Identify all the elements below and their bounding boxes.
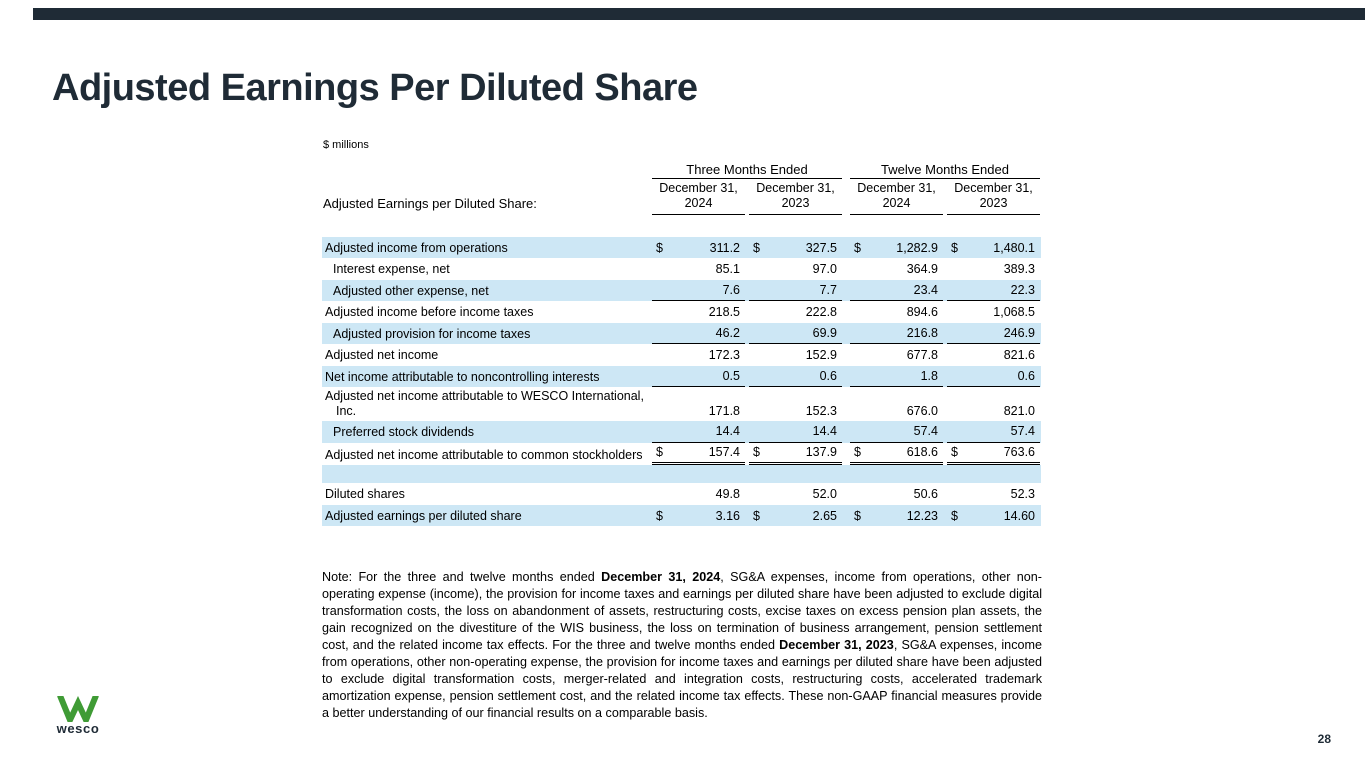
cell-value — [850, 237, 943, 259]
row-label: Net income attributable to noncontrolling interests — [325, 369, 600, 384]
note — [322, 569, 1042, 722]
dollar-sign: $ — [753, 444, 760, 459]
cell-value — [850, 443, 943, 466]
row-label: Adjusted earnings per diluted share — [325, 508, 522, 523]
row-label — [322, 478, 652, 483]
value: 22.3 — [1010, 282, 1035, 297]
table-row — [322, 280, 1041, 302]
row-label: Adjusted net income — [325, 348, 439, 362]
value: 157.4 — [708, 444, 740, 459]
value: 50.6 — [913, 487, 938, 501]
row-label: Adjusted provision for income taxes — [333, 326, 531, 341]
col-group-twelve-months: Twelve Months Ended — [850, 162, 1040, 179]
cell-value — [749, 323, 842, 345]
table-row — [322, 237, 1041, 259]
cell-value — [749, 465, 842, 483]
cell-value — [850, 387, 943, 421]
cell-value — [947, 443, 1040, 466]
value: 821.0 — [1003, 403, 1035, 418]
row-label: Adjusted other expense, net — [333, 283, 489, 298]
value: 894.6 — [906, 305, 938, 319]
table-row — [322, 387, 1041, 421]
value: 364.9 — [906, 262, 938, 276]
cell-value — [850, 344, 943, 366]
cell-value — [850, 465, 943, 483]
cell-value — [652, 421, 745, 443]
table-row — [322, 421, 1041, 443]
cell-value — [947, 387, 1040, 421]
value: 14.4 — [715, 424, 740, 438]
cell-value — [652, 483, 745, 505]
dollar-sign: $ — [951, 444, 958, 459]
table-row — [322, 323, 1041, 345]
value: 23.4 — [913, 282, 938, 297]
cell-value — [749, 421, 842, 443]
value: 327.5 — [805, 240, 837, 255]
cell-value — [749, 258, 842, 280]
table-row — [322, 443, 1041, 466]
cell-value — [947, 421, 1040, 443]
row-label: Adjusted net income attributable to WESCO International, Inc. — [325, 389, 644, 418]
cell-value — [652, 237, 745, 259]
cell-value — [947, 344, 1040, 366]
value: 171.8 — [708, 403, 740, 418]
table-row — [322, 366, 1041, 388]
cell-value — [850, 258, 943, 280]
note-date-bold: December 31, 2024 — [601, 569, 721, 584]
dollar-sign: $ — [951, 240, 958, 255]
value: 57.4 — [913, 424, 938, 438]
table-row — [322, 483, 1041, 505]
value: 677.8 — [906, 348, 938, 362]
value: 0.6 — [819, 368, 837, 383]
value: 216.8 — [906, 325, 938, 340]
page-number: 28 — [1317, 732, 1331, 746]
cell-value — [947, 465, 1040, 483]
value: 246.9 — [1003, 325, 1035, 340]
cell-value — [850, 323, 943, 345]
cell-value — [850, 280, 943, 302]
cell-value — [652, 344, 745, 366]
top-accent-bar — [33, 8, 1365, 20]
cell-value — [749, 505, 842, 527]
table-group-header-row — [322, 160, 1041, 179]
cell-value — [652, 505, 745, 527]
table-row — [322, 505, 1041, 527]
value: 137.9 — [805, 444, 837, 459]
cell-value — [652, 301, 745, 323]
value: 52.0 — [812, 487, 837, 501]
value: 222.8 — [805, 305, 837, 319]
value: 85.1 — [715, 262, 740, 276]
value: 1,480.1 — [993, 240, 1035, 255]
dollar-sign: $ — [854, 508, 861, 523]
cell-value — [947, 323, 1040, 345]
col-header-4: December 31, 2023 — [947, 181, 1040, 215]
table-rows — [322, 237, 1041, 527]
note-text: Note: For the three and twelve months ended — [322, 569, 602, 584]
value: 676.0 — [906, 403, 938, 418]
value: 311.2 — [709, 240, 740, 255]
col-header-2: December 31, 2023 — [749, 181, 842, 215]
page-title: Adjusted Earnings Per Diluted Share — [52, 67, 698, 110]
value: 172.3 — [708, 348, 740, 362]
cell-value — [749, 387, 842, 421]
row-label: Interest expense, net — [333, 262, 450, 276]
cell-value — [947, 258, 1040, 280]
row-label: Diluted shares — [325, 487, 405, 501]
value: 14.60 — [1003, 508, 1035, 523]
note-text: , SG&A expenses, income from operations, other non-operating expense (income), the provision for income taxes and earnings per diluted share have been adjusted to exclude digital transformation costs, the loss on abandonment of assets, restructuring costs, excise taxes on excess pension plan assets, the gain recognized on the divestiture of the WIS business, the loss on termination of business arrangement, pension settlement cost, and the related income tax effects. For the three and twelve months ended — [322, 569, 1042, 652]
row-label: Adjusted income before income taxes — [325, 305, 534, 319]
note-text: , SG&A expenses, income from operations, other non-operating expense, the provision for income taxes and earnings per diluted share have been adjusted to exclude digital transformation costs, merger-related and integration costs, restructuring costs, accelerated trademark amortization expense, pension settlement cost, and the related income tax effects. These non-GAAP financial measures provide a better understanding of our financial results on a comparable basis. — [322, 637, 1042, 720]
value: 7.7 — [819, 282, 837, 297]
cell-value — [749, 483, 842, 505]
value: 7.6 — [722, 282, 740, 297]
value: 2.65 — [812, 508, 837, 523]
table-row — [322, 465, 1041, 483]
cell-value — [652, 443, 745, 466]
dollar-sign: $ — [854, 240, 861, 255]
value: 1.8 — [920, 368, 938, 383]
cell-value — [749, 443, 842, 466]
col-group-three-months: Three Months Ended — [652, 162, 842, 179]
table-left-header: Adjusted Earnings per Diluted Share: — [323, 195, 537, 211]
note-date-bold: December 31, 2023 — [779, 637, 894, 652]
value: 57.4 — [1010, 424, 1035, 438]
cell-value — [652, 280, 745, 302]
cell-value — [652, 465, 745, 483]
cell-value — [749, 366, 842, 388]
cell-value — [652, 323, 745, 345]
value: 46.2 — [715, 325, 740, 340]
cell-value — [749, 280, 842, 302]
col-header-1: December 31, 2024 — [652, 181, 745, 215]
table-row — [322, 258, 1041, 280]
dollar-sign: $ — [951, 508, 958, 523]
cell-value — [850, 483, 943, 505]
cell-value — [749, 237, 842, 259]
cell-value — [850, 301, 943, 323]
value: 97.0 — [812, 262, 837, 276]
value: 389.3 — [1003, 262, 1035, 276]
cell-value — [749, 301, 842, 323]
dollar-sign: $ — [656, 444, 663, 459]
row-label: Adjusted net income attributable to common stockholders — [325, 447, 643, 462]
cell-value — [947, 237, 1040, 259]
value: 1,282.9 — [896, 240, 938, 255]
cell-value — [947, 301, 1040, 323]
row-label: Adjusted income from operations — [325, 240, 508, 255]
value: 3.16 — [715, 508, 740, 523]
table-row — [322, 301, 1041, 323]
value: 49.8 — [715, 487, 740, 501]
dollar-sign: $ — [753, 508, 760, 523]
value: 152.3 — [805, 403, 837, 418]
value: 618.6 — [906, 444, 938, 459]
col-header-3: December 31, 2024 — [850, 181, 943, 215]
cell-value — [947, 483, 1040, 505]
cell-value — [850, 505, 943, 527]
wesco-logo — [53, 696, 103, 736]
value: 69.9 — [812, 325, 837, 340]
cell-value — [652, 387, 745, 421]
cell-value — [652, 258, 745, 280]
value: 1,068.5 — [993, 305, 1035, 319]
value: 152.9 — [805, 348, 837, 362]
value: 763.6 — [1003, 444, 1035, 459]
cell-value — [850, 366, 943, 388]
cell-value — [749, 344, 842, 366]
cell-value — [947, 505, 1040, 527]
dollar-sign: $ — [854, 444, 861, 459]
cell-value — [947, 280, 1040, 302]
row-label: Preferred stock dividends — [333, 425, 475, 439]
wesco-wordmark: wesco — [56, 721, 100, 736]
dollar-sign: $ — [656, 240, 663, 255]
value: 0.6 — [1017, 368, 1035, 383]
value: 218.5 — [708, 305, 740, 319]
cell-value — [947, 366, 1040, 388]
financial-table — [322, 139, 1041, 526]
units-label: $ millions — [323, 139, 369, 151]
cell-value — [850, 421, 943, 443]
value: 12.23 — [906, 508, 938, 523]
value: 14.4 — [812, 424, 837, 438]
table-row — [322, 344, 1041, 366]
value: 52.3 — [1010, 487, 1035, 501]
wesco-w-icon — [57, 696, 99, 722]
cell-value — [652, 366, 745, 388]
dollar-sign: $ — [656, 508, 663, 523]
value: 821.6 — [1003, 348, 1035, 362]
value: 0.5 — [722, 368, 740, 383]
table-date-header-row — [322, 181, 1041, 215]
dollar-sign: $ — [753, 240, 760, 255]
